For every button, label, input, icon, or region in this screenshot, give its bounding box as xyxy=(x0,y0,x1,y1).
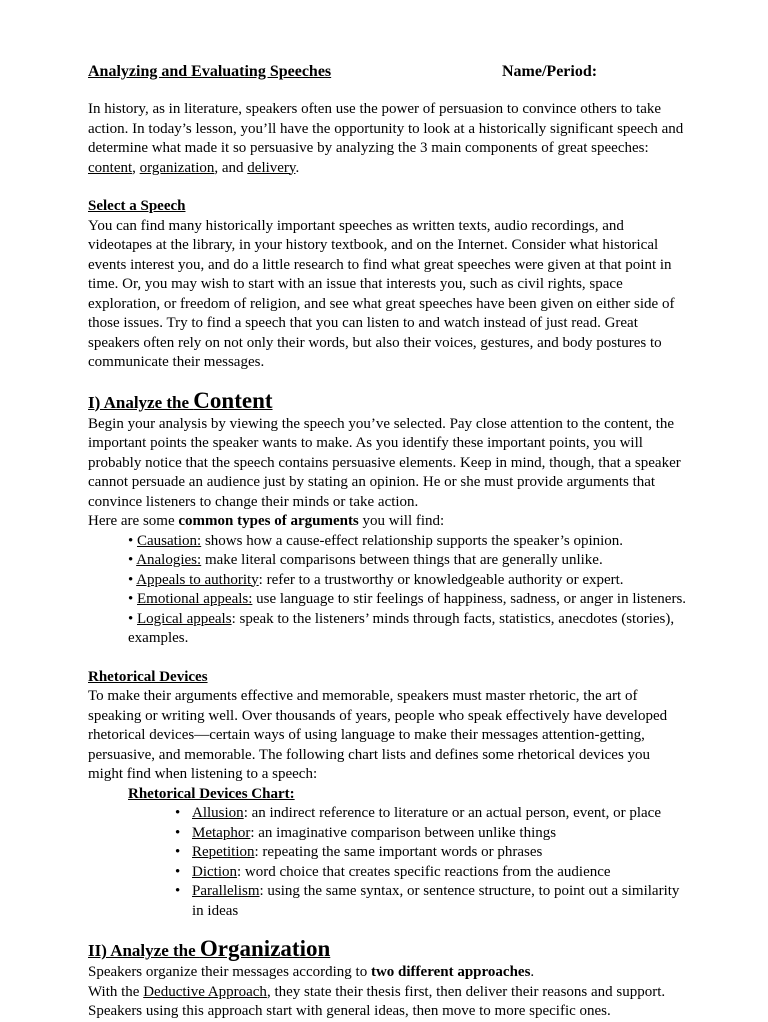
period: . xyxy=(295,159,300,176)
org-lead: Speakers organize their messages according to xyxy=(88,964,371,980)
arguments-list xyxy=(88,532,688,649)
argument-item xyxy=(128,532,688,552)
device-definition: : repeating the same important words or phrases xyxy=(254,844,543,860)
section-keyword: Organization xyxy=(199,936,331,961)
argument-term: Emotional appeals: xyxy=(137,591,253,607)
bullet: • xyxy=(128,610,138,627)
argument-item xyxy=(128,590,688,610)
deductive-approach-text: , they state their thesis first, then deliver their reasons and support. Speakers using this approach start with general ideas, then move to more specific ones. xyxy=(88,983,666,1019)
device-item xyxy=(192,824,688,844)
component-delivery: delivery xyxy=(247,159,296,176)
device-definition: : an indirect reference to literature or an actual person, event, or place xyxy=(243,805,661,821)
content-section-heading xyxy=(88,389,688,415)
device-item xyxy=(192,863,688,883)
arguments-intro xyxy=(88,512,688,532)
device-item xyxy=(192,843,688,863)
argument-term: Causation: xyxy=(137,532,202,549)
argument-definition: use language to stir feelings of happiness, sadness, or anger in listeners. xyxy=(252,591,687,607)
document-page xyxy=(88,62,688,1022)
organization-section-heading xyxy=(88,937,688,963)
name-period-label: Name/Period: xyxy=(502,63,598,80)
argument-item xyxy=(128,610,688,649)
bullet: • xyxy=(128,591,138,607)
separator: , and xyxy=(214,159,248,176)
args-tail: you will find: xyxy=(358,513,445,529)
intro-paragraph xyxy=(88,100,688,178)
argument-term: Logical appeals xyxy=(137,610,232,627)
device-term: Repetition xyxy=(192,844,255,860)
component-content: content xyxy=(88,159,133,176)
device-definition: : using the same syntax, or sentence structure, to point out a similarity in ideas xyxy=(192,883,680,919)
args-lead: Here are some xyxy=(88,513,179,529)
content-body: Begin your analysis by viewing the speech you’ve selected. Pay close attention to the content, the important points the speaker wants to make. As you identify these important points, you will probably notice that the speech contains persuasive elements. Keep in mind, though, that a speaker cannot persuade an audience just by stating an opinion. He or she must provide arguments that convince listeners to change their minds or take action. xyxy=(88,415,681,510)
device-term: Metaphor xyxy=(192,824,251,841)
select-speech-heading: Select a Speech xyxy=(88,198,186,214)
component-organization: organization xyxy=(139,159,215,176)
bullet: • xyxy=(128,571,137,588)
bullet: • xyxy=(128,552,137,568)
device-term: Allusion xyxy=(192,805,244,821)
device-item xyxy=(192,804,688,824)
argument-definition: : speak to the listeners’ minds through facts, statistics, anecdotes (stories), examples. xyxy=(128,610,675,646)
argument-item xyxy=(128,551,688,571)
period: . xyxy=(530,964,535,980)
org-bold: two different approaches xyxy=(370,964,531,980)
document-title: Analyzing and Evaluating Speeches xyxy=(88,63,332,80)
argument-item xyxy=(128,571,688,591)
rhetorical-devices-heading: Rhetorical Devices xyxy=(88,668,208,685)
argument-term: Analogies: xyxy=(136,552,202,568)
select-speech-body: You can find many historically important speeches as written texts, audio recordings, and videotapes at the library, in your history textbook, and on the Internet. Consider what historical events interest you, and do a little research to find what great speeches were given at that point in time. Or, you may wish to start with an issue that interests you, such as civil rights, space exploration, or freedom of religion, and see what great speeches have been given on either side of those issues. Try to find a speech that you can listen to and watch instead of just read. Great speakers often rely on not only their words, but also their voices, gestures, and body postures to communicate their messages. xyxy=(88,217,675,370)
device-term: Parallelism xyxy=(192,883,260,899)
deductive-approach-paragraph xyxy=(88,983,688,1022)
argument-definition: make literal comparisons between things that are generally unlike. xyxy=(201,552,603,568)
device-item xyxy=(192,882,688,921)
document-header xyxy=(88,62,688,82)
rhetorical-chart-title: Rhetorical Devices Chart: xyxy=(128,785,295,802)
device-definition: : an imaginative comparison between unlike things xyxy=(250,824,557,841)
device-definition: : word choice that creates specific reactions from the audience xyxy=(237,863,611,880)
argument-definition: : refer to a trustworthy or knowledgeable authority or expert. xyxy=(258,571,624,588)
section-prefix: II) Analyze the xyxy=(88,941,200,960)
bullet: • xyxy=(128,532,138,549)
rhetorical-devices-body: To make their arguments effective and memorable, speakers must master rhetoric, the art of speaking or writing well. Over thousands of years, people who speak effectively have developed rhetorical devices—certain ways of using language to make their messages attention-getting, persuasive, and memorable. The following chart lists and defines some rhetorical devices you might find when listening to a speech: xyxy=(88,688,668,782)
section-keyword: Content xyxy=(193,387,273,413)
args-bold: common types of arguments xyxy=(178,513,359,529)
section-prefix: I) Analyze the xyxy=(88,392,194,412)
org-lead: With the xyxy=(88,983,144,1000)
argument-definition: shows how a cause-effect relationship supports the speaker’s opinion. xyxy=(201,532,624,549)
organization-approaches-line xyxy=(88,963,688,983)
intro-text: In history, as in literature, speakers often use the power of persuasion to convince others to take action. In today’s lesson, you’ll have the opportunity to look at a historically significant speech and determine what made it so persuasive by analyzing the 3 main components of great speeches: xyxy=(88,101,684,156)
separator: , xyxy=(132,159,140,176)
rhetorical-devices-list xyxy=(88,804,688,921)
argument-term: Appeals to authority xyxy=(136,571,259,588)
deductive-approach-term: Deductive Approach xyxy=(143,983,267,1000)
device-term: Diction xyxy=(192,863,237,880)
